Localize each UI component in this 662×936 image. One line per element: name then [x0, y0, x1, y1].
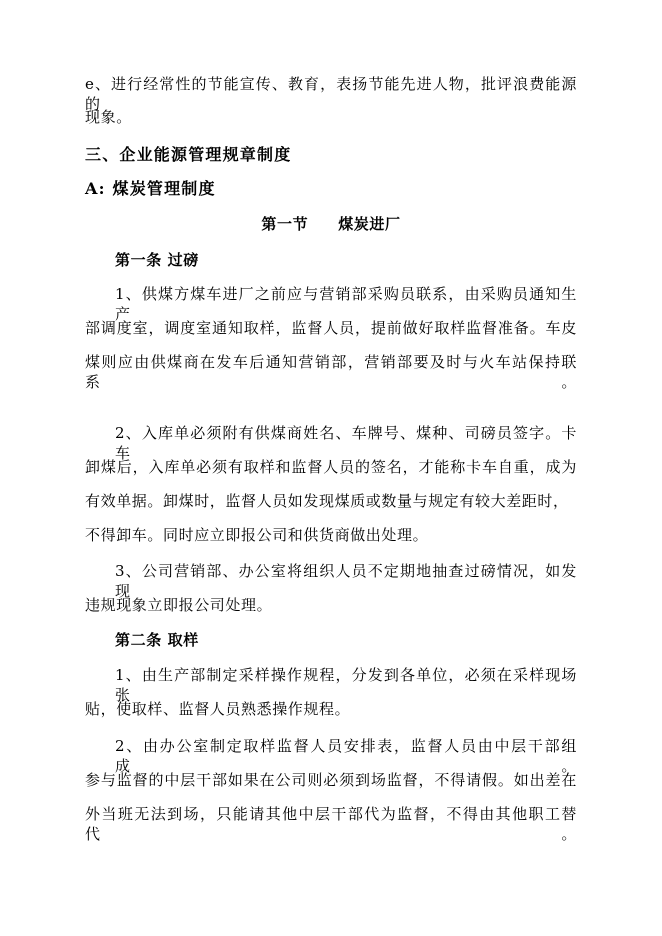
article-1-item-1-line-1: 1、供煤方煤车进厂之前应与营销部采购员联系，由采购员通知生产 — [115, 285, 577, 323]
article-1-item-3-line-1: 3、公司营销部、办公室将组织人员不定期地抽查过磅情况，如发现 — [115, 562, 577, 600]
article-2-item-2-line-3: 外当班无法到场，只能请其他中层干部代为监督，不得由其他职工替代。 — [85, 805, 577, 843]
paragraph-e-line-1: e、进行经常性的节能宣传、教育，表扬节能先进人物，批评浪费能源的 — [85, 75, 577, 113]
chapter-heading — [0, 214, 662, 234]
article-2-item-2-line-1: 2、由办公室制定取样监督人员安排表，监督人员由中层干部组成。 — [115, 737, 577, 775]
paragraph-e-line-2: 现象。 — [85, 108, 132, 126]
article-1-item-3-line-2: 违规现象立即报公司处理。 — [85, 596, 273, 614]
article-1-item-1-line-3: 煤则应由供煤商在发车后通知营销部，营销部要及时与火车站保持联系。 — [85, 353, 577, 391]
article-1-item-2-line-1: 2、入库单必须附有供煤商姓名、车牌号、煤种、司磅员签字。卡车 — [115, 424, 577, 462]
article-1-item-2-line-3: 有效单据。卸煤时，监督人员如发现煤质或数量与规定有较大差距时， — [85, 492, 569, 510]
article-1-item-2-line-2: 卸煤后，入库单必须有取样和监督人员的签名，才能称卡车自重，成为 — [85, 458, 577, 476]
section-title: 三、企业能源管理规章制度 — [85, 145, 292, 164]
article-2-item-2-line-2: 参与监督的中层干部如果在公司则必须到场监督，不得请假。如出差在 — [85, 771, 577, 789]
subsection-title: A: 煤炭管理制度 — [85, 179, 216, 198]
article-1-title: 第一条 过磅 — [115, 251, 199, 269]
article-2-item-1-line-2: 贴，使取样、监督人员熟悉操作规程。 — [85, 700, 351, 718]
chapter-number: 第一节 — [261, 215, 309, 233]
chapter-title: 煤炭进厂 — [338, 215, 401, 233]
article-2-item-1-line-1: 1、由生产部制定采样操作规程，分发到各单位，必须在采样现场张 — [115, 666, 577, 704]
article-2-title: 第二条 取样 — [115, 631, 199, 649]
article-1-item-1-line-2: 部调度室，调度室通知取样，监督人员，提前做好取样监督准备。车皮 — [85, 319, 577, 337]
article-1-item-2-line-4: 不得卸车。同时应立即报公司和供货商做出处理。 — [85, 526, 429, 544]
